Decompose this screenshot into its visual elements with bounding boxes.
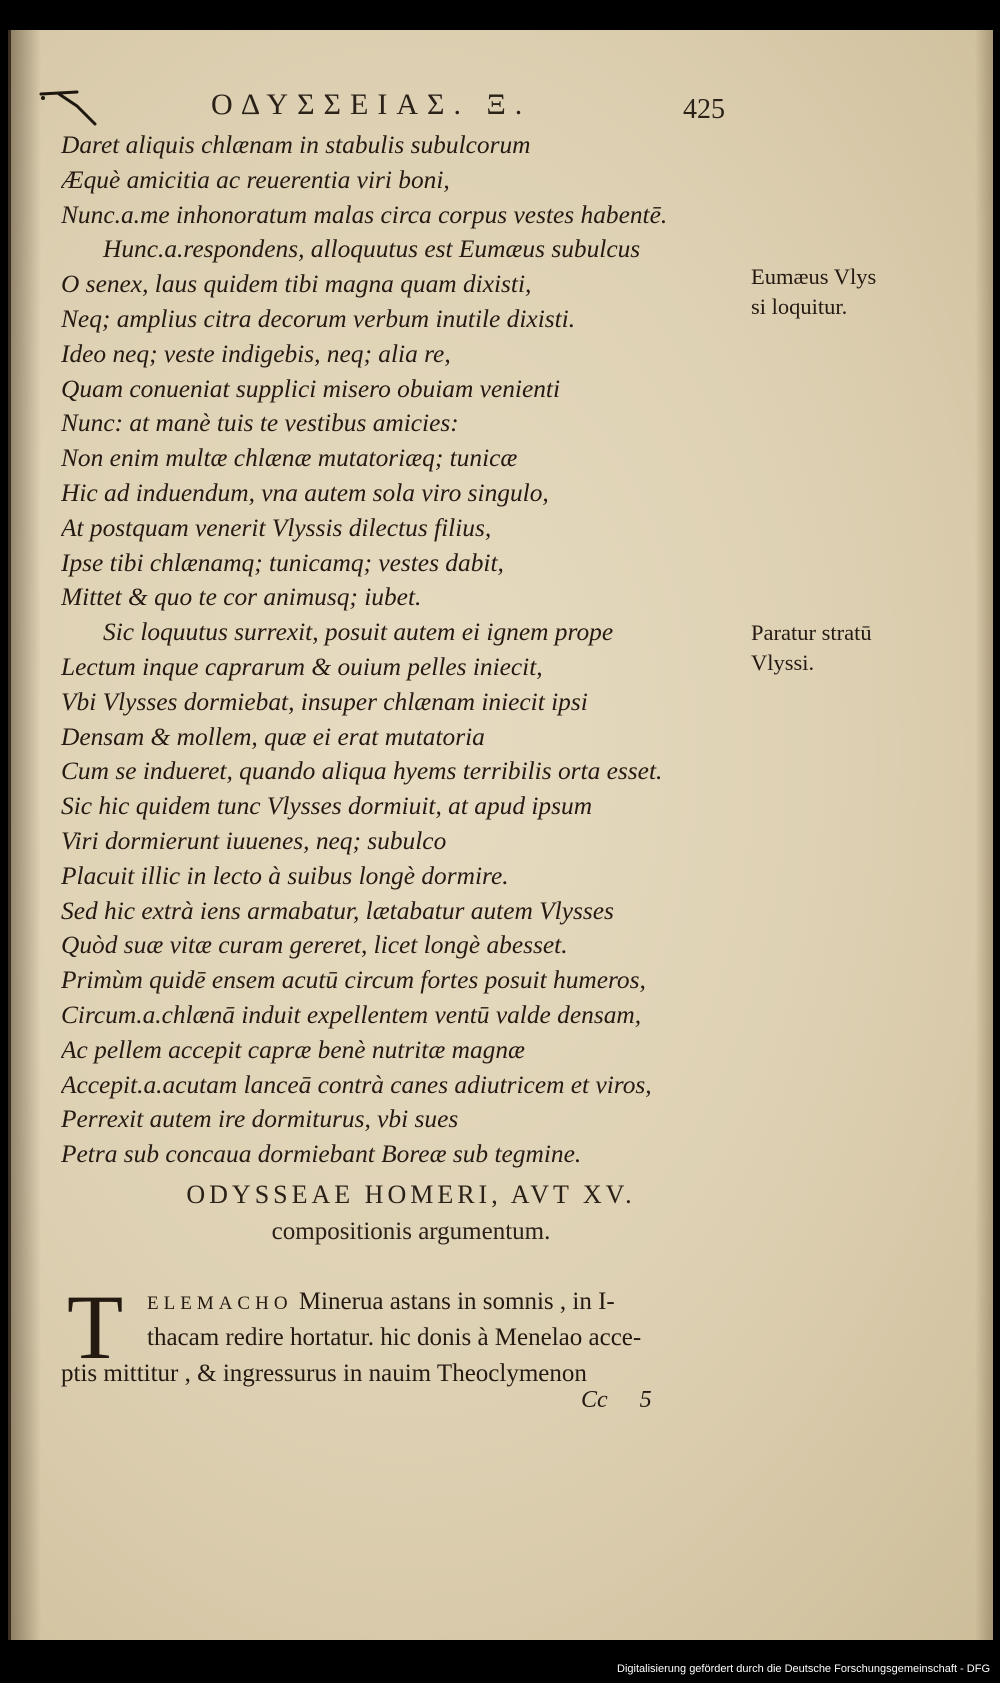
- verse-line: Densam & mollem, quæ ei erat mutatoria: [61, 722, 485, 751]
- prose-line: thacam redire hortatur. hic donis à Menelao acce-: [147, 1324, 642, 1351]
- verse-line: Mittet & quo te cor animusq; iubet.: [61, 583, 422, 612]
- prose-text: Minerua astans in somnis , in I-: [292, 1288, 615, 1315]
- verse-line: Quam conueniat supplici misero obuiam venienti: [61, 374, 561, 403]
- verse-line: Quòd suæ vitæ curam gereret, licet longè abesset.: [61, 931, 568, 960]
- margin-note-line: Paratur stratū: [751, 620, 872, 645]
- verse-line: Nunc: at manè tuis te vestibus amicies:: [61, 409, 459, 438]
- verse-line: Sic loquutus surrexit, posuit autem ei ignem prope: [103, 618, 614, 647]
- verse-line: Primùm quidē ensem acutū circum fortes posuit humeros,: [61, 966, 646, 995]
- margin-note-line: si loquitur.: [751, 294, 848, 319]
- page-number: 425: [683, 94, 725, 125]
- verse-line: Ipse tibi chlænamq; tunicamq; vestes dabit,: [61, 548, 504, 577]
- signature-mark: Cc 5: [581, 1387, 652, 1413]
- verse-line: Sed hic extrà iens armabatur, lætabatur autem Vlysses: [61, 896, 614, 925]
- verse-line: Nunc.a.me inhonoratum malas circa corpus vestes habentē.: [61, 200, 668, 229]
- verse-line: At postquam venerit Vlyssis dilectus filius,: [61, 513, 492, 542]
- argument-paragraph: [61, 1276, 751, 1392]
- margin-note-line: Eumæus Vlys: [751, 264, 877, 289]
- verse-line: Hunc.a.respondens, alloquutus est Eumæus subulcus: [103, 235, 641, 264]
- verse-line: Viri dormierunt iuuenes, neq; subulco: [61, 826, 447, 855]
- verse-line: Ideo neq; veste indigebis, neq; alia re,: [61, 339, 451, 368]
- verse-line: O senex, laus quidem tibi magna quam dixisti,: [61, 270, 532, 299]
- margin-note-line: Vlyssi.: [751, 650, 815, 675]
- verse-line: Accepit.a.acutam lanceā contrà canes adiutricem et viros,: [61, 1070, 652, 1099]
- verse-line: Lectum inque caprarum & ouium pelles iniecit,: [61, 652, 543, 681]
- page-gutter-shadow: [11, 30, 41, 1640]
- verse-line: Ac pellem accepit capræ benè nutritæ magnæ: [61, 1035, 525, 1064]
- smallcaps-word: ELEMACHO: [147, 1293, 293, 1314]
- verse-line: Daret aliquis chlænam in stabulis subulcorum: [61, 131, 531, 159]
- verse-line: Vbi Vlysses dormiebat, insuper chlænam iniecit ipsi: [61, 687, 588, 716]
- verse-line: Non enim multæ chlænæ mutatoriæq; tunicæ: [61, 444, 518, 473]
- verse-line: Sic hic quidem tunc Vlysses dormiuit, at apud ipsum: [61, 792, 593, 821]
- verse-line: Circum.a.chlænā induit expellentem ventū valde densam,: [61, 1000, 642, 1029]
- verse-block: [61, 128, 751, 1172]
- book-page: [8, 30, 993, 1640]
- verse-line: Hic ad induendum, vna autem sola viro singulo,: [61, 478, 549, 507]
- verse-line: Perrexit autem ire dormiturus, vbi sues: [61, 1105, 459, 1134]
- margin-note-stratum: [751, 618, 921, 678]
- section-heading: ODYSSEAE HOMERI, AVT XV.: [186, 1180, 636, 1209]
- page-edge-shadow: [975, 30, 993, 1640]
- ink-mark-icon: [37, 88, 107, 128]
- verse-line: Neq; amplius citra decorum verbum inutile dixisti.: [61, 304, 576, 333]
- section-subheading: compositionis argumentum.: [271, 1218, 551, 1245]
- verse-line: Petra sub concaua dormiebant Boreæ sub tegmine.: [61, 1140, 582, 1169]
- running-head: ΟΔΥΣΣΕΙΑΣ. Ξ.: [211, 88, 532, 121]
- verse-line: Placuit illic in lecto à suibus longè dormire.: [61, 861, 509, 890]
- verse-line: Cum se indueret, quando aliqua hyems terribilis orta esset.: [61, 757, 663, 786]
- prose-line: [61, 1284, 751, 1320]
- digitization-credit: Digitalisierung gefördert durch die Deutsche Forschungsgemeinschaft - DFG: [617, 1663, 990, 1675]
- drop-cap: T: [67, 1276, 124, 1378]
- prose-line: ptis mittitur , & ingressurus in nauim Theoclymenon: [61, 1360, 587, 1387]
- verse-line: Æquè amicitia ac reuerentia viri boni,: [61, 165, 450, 194]
- margin-note-eumaeus: [751, 262, 921, 322]
